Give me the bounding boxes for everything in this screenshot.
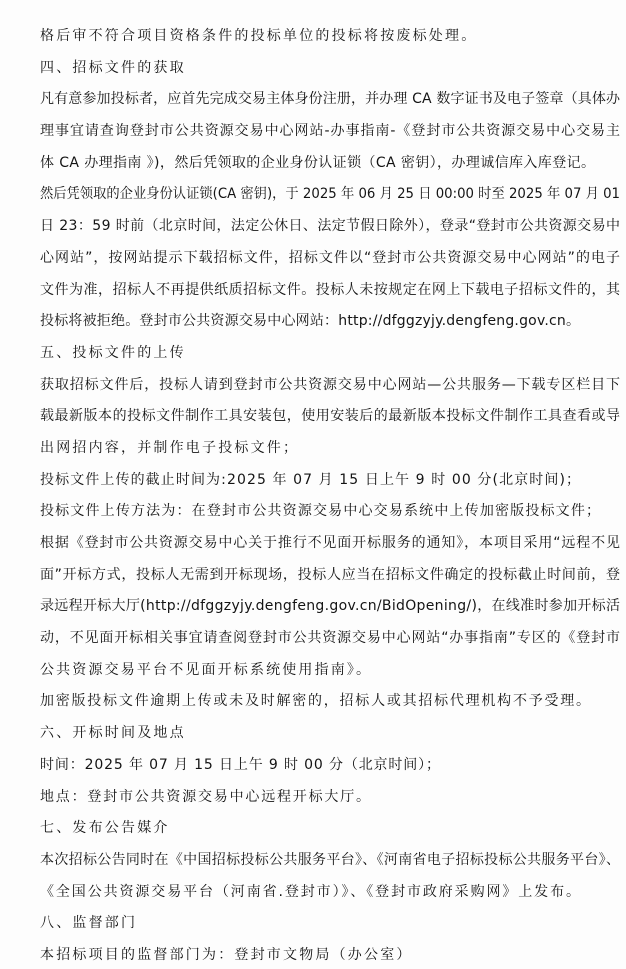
text-line: 载最新版本的投标文件制作工具安装包，使用安装后的最新版本投标文件制作工具查看或导 bbox=[40, 408, 621, 424]
text-line: 投标文件上传的截止时间为:2025 年 07 月 15 日上午 9 时 00 分(北京时间)； bbox=[40, 472, 582, 488]
text-line: 出网招内容，并制作电子投标文件； bbox=[40, 440, 300, 456]
section-heading: 四、招标文件的获取 bbox=[40, 60, 186, 76]
text-line: 文件为准，招标人不再提供纸质招标文件。投标人未按规定在网上下载电子招标文件的，其 bbox=[40, 282, 621, 298]
text-line: 理事宜请查询登封市公共资源交易中心网站-办事指南-《登封市公共资源交易中心交易主 bbox=[40, 123, 621, 139]
text-line: 录远程开标大厅(http://dfggzyjy.dengfeng.gov.cn/BidOpening/)，在线准时参加开标活 bbox=[40, 598, 621, 614]
section-heading: 五、投标文件的上传 bbox=[40, 345, 186, 361]
text-line: 本招标项目的监督部门为：登封市文物局（办公室） bbox=[40, 947, 413, 963]
text-line: 《全国公共资源交易平台（河南省.登封市）》、《登封市政府采购网》上发布。 bbox=[40, 884, 582, 900]
text-line: 面”开标方式，投标人无需到开标现场，投标人应当在招标文件确定的投标截止时间前，登 bbox=[40, 567, 621, 583]
text-line: 动，不见面开标相关事宜请查阅登封市公共资源交易中心网站“办事指南”专区的《登封市 bbox=[40, 630, 621, 646]
text-line: 加密版投标文件逾期上传或未及时解密的，招标人或其招标代理机构不予受理。 bbox=[40, 693, 592, 709]
text-line: 本次招标公告同时在《中国招标投标公共服务平台》、《河南省电子招标投标公共服务平台》、 bbox=[40, 852, 621, 868]
section-heading: 七、发布公告媒介 bbox=[40, 820, 170, 836]
text-line: 体 CA 办理指南 》)，然后凭领取的企业身份认证锁（CA 密钥），办理诚信库入库登记。 bbox=[40, 155, 596, 171]
text-line: 凡有意参加投标者，应首先完成交易主体身份注册，并办理 CA 数字证书及电子签章（具体办 bbox=[40, 91, 621, 107]
text-line: 时间：2025 年 07 月 15 日上午 9 时 00 分（北京时间）； bbox=[40, 757, 441, 773]
text-line: 投标将被拒绝。登封市公共资源交易中心网站：http://dfggzyjy.dengfeng.gov.cn。 bbox=[40, 313, 581, 329]
text-line: 格后审不符合项目资格条件的投标单位的投标将按废标处理。 bbox=[40, 28, 478, 44]
section-heading: 八、监督部门 bbox=[40, 915, 138, 931]
text-line: 投标文件上传方法为：在登封市公共资源交易中心交易系统中上传加密版投标文件； bbox=[40, 503, 602, 519]
section-heading: 六、开标时间及地点 bbox=[40, 725, 186, 741]
text-line: 地点：登封市公共资源交易中心远程开标大厅。 bbox=[40, 789, 372, 805]
text-line: 公共资源交易平台不见面开标系统使用指南》。 bbox=[40, 662, 373, 678]
text-line: 根据《登封市公共资源交易中心关于推行不见面开标服务的通知》，本项目采用“远程不见 bbox=[40, 535, 621, 551]
text-line: 获取招标文件后，投标人请到登封市公共资源交易中心网站—公共服务—下载专区栏目下 bbox=[40, 377, 621, 393]
text-line: 然后凭领取的企业身份认证锁(CA 密钥)，于 2025 年 06 月 25 日 00:00 时至 2025 年 07 月 01 bbox=[40, 186, 621, 202]
text-line: 心网站”，按网站提示下载招标文件，招标文件以“登封市公共资源交易中心网站”的电子 bbox=[40, 250, 622, 266]
text-line: 日 23：59 时前（北京时间，法定公休日、法定节假日除外），登录“登封市公共资源交易中 bbox=[40, 218, 621, 234]
